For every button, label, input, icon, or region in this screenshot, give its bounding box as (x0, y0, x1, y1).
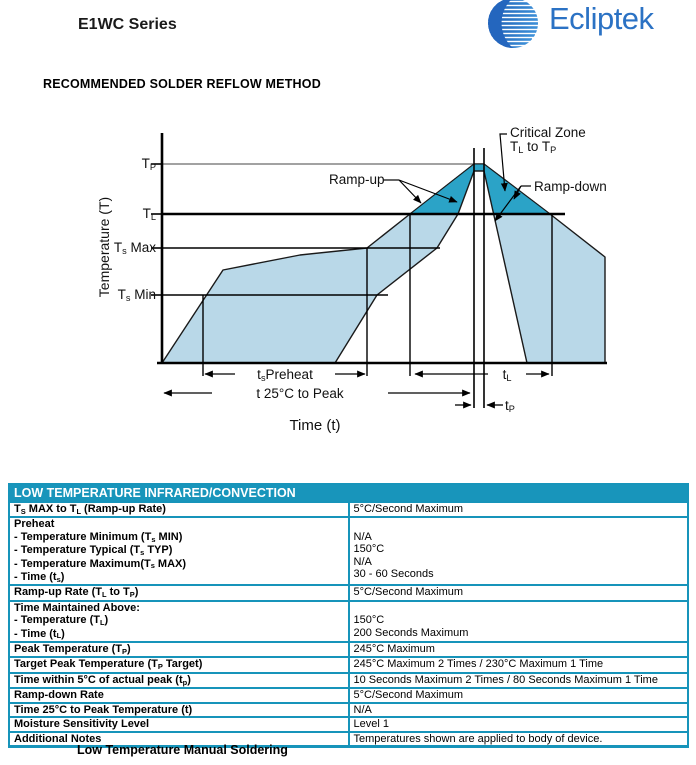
row-label: Ramp-down Rate (9, 688, 349, 702)
row-value: 5°C/Second Maximum (349, 688, 689, 702)
y-axis-ticks (151, 164, 162, 295)
ecliptek-logo-text: Ecliptek (549, 1, 654, 36)
tsmax-tick-label: Ts Max (113, 240, 156, 257)
reflow-diagram (0, 118, 696, 458)
row-value: 5°C/Second Maximum (349, 585, 689, 600)
row-value: N/A 150°C N/A 30 - 60 Seconds (349, 517, 689, 585)
critical-zone-label (510, 126, 586, 155)
row-value: 5°C/Second Maximum (349, 502, 689, 517)
row-label: Time 25°C to Peak Temperature (t) (9, 703, 349, 717)
row-value: Level 1 (349, 717, 689, 731)
y-axis-title: Temperature (T) (96, 196, 112, 298)
row-value: 245°C Maximum 2 Times / 230°C Maximum 1 Time (349, 657, 689, 672)
row-label: Ramp-up Rate (TL to TP) (9, 585, 349, 600)
row-label: Moisture Sensitivity Level (9, 717, 349, 731)
x-axis-title: Time (t) (289, 417, 341, 434)
critical-zone-line1: Critical Zone (510, 125, 586, 140)
row-label: Target Peak Temperature (TP Target) (9, 657, 349, 672)
table-row (9, 601, 688, 642)
row-value: Temperatures shown are applied to body of device. (349, 732, 689, 747)
row-label: Additional Notes (9, 732, 349, 747)
table-row (9, 717, 688, 731)
row-label: Preheat - Temperature Minimum (Ts MIN) - Temperature Typical (Ts TYP) - Temperature Maximum(Ts MAX) - Time (ts) (9, 517, 349, 585)
table-row (9, 502, 688, 517)
tsmin-tick-label: Ts Min (117, 287, 156, 304)
table-row (9, 657, 688, 672)
ramp-down-label: Ramp-down (534, 179, 607, 194)
ecliptek-globe-icon (487, 0, 541, 50)
table-row (9, 703, 688, 717)
table-row (9, 585, 688, 600)
section-heading: RECOMMENDED SOLDER REFLOW METHOD (43, 77, 321, 91)
reflow-spec-table (8, 483, 689, 748)
row-label: Peak Temperature (TP) (9, 642, 349, 657)
row-value: 150°C 200 Seconds Maximum (349, 601, 689, 642)
ecliptek-logo (487, 0, 692, 52)
tp-tick-label: TP (141, 156, 156, 173)
tp-dim-label: tP (505, 398, 515, 415)
table-row (9, 642, 688, 657)
tl-dim-label: tL (488, 367, 526, 382)
row-value: 10 Seconds Maximum 2 Times / 80 Seconds Maximum 1 Time (349, 673, 689, 688)
row-value: 245°C Maximum (349, 642, 689, 657)
ts-preheat-dim-label: tsPreheat (235, 367, 335, 382)
table-row (9, 673, 688, 688)
footer-heading: Low Temperature Manual Soldering (77, 743, 288, 757)
ramp-up-label: Ramp-up (329, 172, 385, 187)
row-label: Time within 5°C of actual peak (tp) (9, 673, 349, 688)
critical-zone-line2: TL to TP (510, 139, 557, 156)
table-title: LOW TEMPERATURE INFRARED/CONVECTION (9, 484, 688, 502)
row-label: TS MAX to TL (Ramp-up Rate) (9, 502, 349, 517)
row-label: Time Maintained Above: - Temperature (TL) - Time (tL) (9, 601, 349, 642)
tl-tick-label: TL (142, 206, 156, 223)
table-row (9, 517, 688, 585)
row-value: N/A (349, 703, 689, 717)
t25-to-peak-dim-label: t 25°C to Peak (212, 386, 388, 401)
reflow-table-body (9, 502, 688, 746)
page-title: E1WC Series (78, 16, 177, 33)
table-row (9, 688, 688, 702)
